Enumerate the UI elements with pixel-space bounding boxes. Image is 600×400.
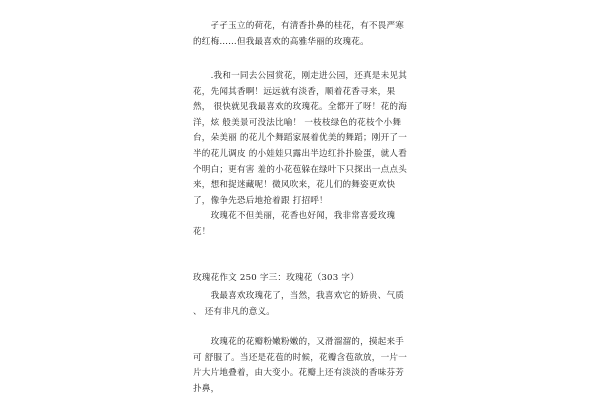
paragraph-conclusion: 玫瑰花不但美丽，花香也好闻，我非常喜爱玫瑰花！ <box>193 211 396 237</box>
paragraph-section-intro: 我最喜欢玫瑰花了，当然，我喜欢它的娇贵、气质 、 还有非凡的意义。 <box>193 291 407 317</box>
paragraph-petals: 玫瑰花的花瓣粉嫩粉嫩的，又滑溜溜的，摸起来手可 舒服了。当还是花苞的时候，花瓣含苞欲放，一片一片大片地叠着，由大变小。花瓣上还有淡淡的香味芬芳扑鼻， <box>193 337 407 394</box>
paragraph-park-visit: .我和一同去公园赏花，刚走进公园，还真是未见其 花，先闻其香啊！远远就有淡香，顺着花香寻来，果然， 很快就见我最喜欢的玫瑰花。全都开了呀！花的海洋，炫 般美景可没法比喻！ 一枝枝绿色的花枝个小舞台，朵美丽 的花儿个舞蹈家展着优美的舞蹈；刚开了一半的花儿调皮 的小娃娃只露出半边红扑扑脸蛋，就人看个明白；更有害 羞的小花苞躲在绿叶下只探出一点点头来，想和捉迷藏呢！微风吹来，花儿们的舞姿更欢快了，像争先恐后地抢着跟 打招呼！ <box>193 71 410 206</box>
paragraph-intro: 孑孑玉立的荷花，有清香扑鼻的桂花，有不畏严寒的红梅……但我最喜欢的高雅华丽的玫瑰花。 <box>193 21 405 47</box>
section-heading: 玫瑰花作文 250 字三：玫瑰花（303 字） <box>193 273 359 283</box>
